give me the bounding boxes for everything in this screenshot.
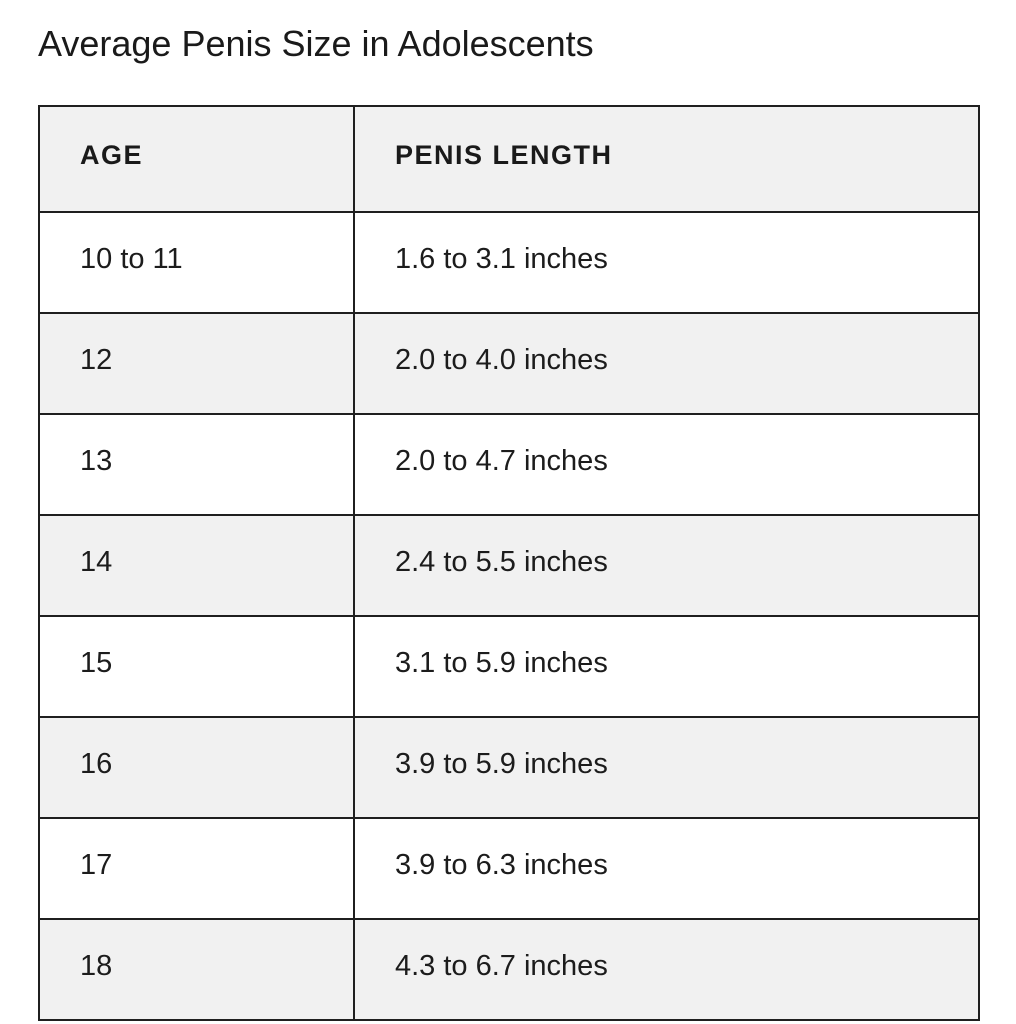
length-cell: 3.9 to 5.9 inches xyxy=(354,717,979,818)
table-row xyxy=(39,212,979,313)
age-cell: 18 xyxy=(39,919,354,1020)
length-cell: 4.3 to 6.7 inches xyxy=(354,919,979,1020)
length-cell: 2.0 to 4.7 inches xyxy=(354,414,979,515)
table-row xyxy=(39,717,979,818)
length-cell: 1.6 to 3.1 inches xyxy=(354,212,979,313)
page-title: Average Penis Size in Adolescents xyxy=(38,23,594,64)
size-table xyxy=(38,105,980,1021)
table-row xyxy=(39,313,979,414)
column-header-penis-length: PENIS LENGTH xyxy=(354,106,979,212)
age-cell: 10 to 11 xyxy=(39,212,354,313)
age-cell: 13 xyxy=(39,414,354,515)
table-row xyxy=(39,616,979,717)
length-cell: 3.1 to 5.9 inches xyxy=(354,616,979,717)
column-header-age: AGE xyxy=(39,106,354,212)
length-cell: 2.0 to 4.0 inches xyxy=(354,313,979,414)
age-cell: 12 xyxy=(39,313,354,414)
length-cell: 3.9 to 6.3 inches xyxy=(354,818,979,919)
length-cell: 2.4 to 5.5 inches xyxy=(354,515,979,616)
table-header-row xyxy=(39,106,979,212)
age-cell: 17 xyxy=(39,818,354,919)
table-row xyxy=(39,414,979,515)
age-cell: 16 xyxy=(39,717,354,818)
table-row xyxy=(39,919,979,1020)
table-row xyxy=(39,818,979,919)
table-row xyxy=(39,515,979,616)
age-cell: 15 xyxy=(39,616,354,717)
age-cell: 14 xyxy=(39,515,354,616)
